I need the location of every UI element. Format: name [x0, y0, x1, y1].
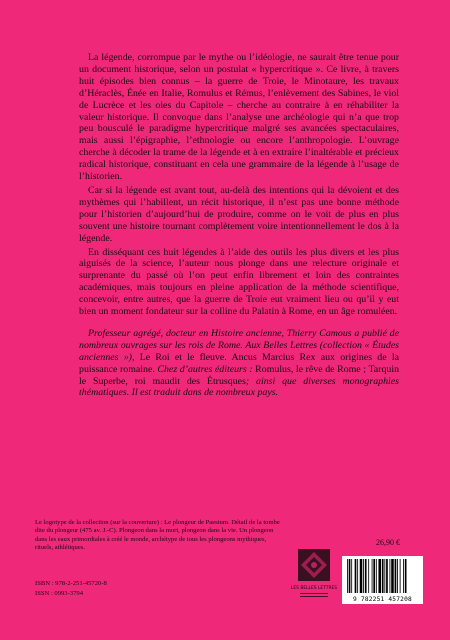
barcode-bar — [382, 559, 384, 593]
barcode-bar — [360, 559, 363, 593]
publisher-logo-text: LES BELLES LETTRES — [290, 586, 338, 591]
summary-paragraph-3: En disséquant ces huit légendes à l’aide des outils les plus divers et les plus aiguisés de la science, l’auteur nous plonge dans une relecture originale et surprenante du passé où l’on peut enfin librement et loin des contraintes académiques, mais toujours en pleine application de la méthode scientifique, concevoir, entre autres, que la guerre de Troie eut vraiment lieu ou qu’il y eut bien un moment fondateur sur la colline du Palatin à Rome, en un âge romuléen. — [79, 246, 399, 318]
publisher-logo-icon — [290, 548, 338, 604]
barcode-bar — [386, 559, 388, 593]
publisher-logo-graphic — [290, 548, 338, 604]
barcode-bar — [357, 559, 358, 593]
price: 26,90 € — [376, 538, 400, 547]
barcode-bar — [372, 559, 373, 593]
barcode-bar — [351, 559, 352, 593]
barcode-bar — [363, 559, 364, 593]
barcode-bar — [376, 559, 377, 593]
isbn: ISBN : 978-2-251-45720-8 — [35, 580, 107, 587]
barcode-bar — [347, 559, 348, 593]
barcode-bar — [349, 559, 351, 593]
barcode-bar — [397, 559, 398, 593]
barcode-bar — [355, 559, 357, 593]
barcode-bar — [365, 559, 367, 593]
author-bio — [79, 328, 399, 399]
barcode-bar — [403, 559, 404, 593]
barcode-bar — [405, 559, 407, 593]
barcode-bar — [373, 559, 375, 593]
barcode — [342, 556, 423, 604]
back-cover-text — [79, 52, 399, 409]
summary-paragraph-2: Car si la légende est avant tout, au-delà des intentions qui la dévoient et des mythèmes qui l’habillent, un récit historique, il n’est pas une bonne méthode pour l’historien d’aujourd’hui de produire, comme on le voit de plus en plus souvent une histoire tournant complètement voire intentionnellement le dos à la légende. — [79, 184, 399, 244]
barcode-bar — [400, 559, 401, 593]
barcode-digits: 9 782251 457208 — [353, 596, 412, 603]
barcode-bar — [384, 559, 385, 593]
barcode-bar — [378, 559, 381, 593]
barcode-bar — [395, 559, 397, 593]
author-bio-title-2: Romulus, le rêve de Rome ; Tarquin le Superbe, roi maudit des Étrusques — [79, 363, 400, 387]
summary-paragraph-1: La légende, corrompue par le mythe ou l’idéologie, ne saurait être tenue pour un document historique, selon un postulat « hypercritique ». Ce livre, à travers huit épisodes bien connus – la guerre de Troie, le Minotaure, les travaux d’Héraclès, Énée en Italie, Romulus et Rémus, l’enlèvement des Sabines, le viol de Lucrèce et les oies du Capitole – cherche au contraire à en réhabiliter la valeur historique. Il convoque dans l’analyse une archéologie qui n’a que trop peu bousculé le paradigme hypercritique malgré ses avancées spectaculaires, mais aussi l’épigraphie, l’ethnologie ou encore l’anthropologie. L’ouvrage cherche à décoder la trame de la légende et à en extraire l’inaltérable et précieux radical historique, constituant en cela une grammaire de la légende à l’usage de l’historien. — [79, 52, 399, 183]
author-bio-intro: Professeur agrégé, docteur en Histoire ancienne, Thierry Camous a publié de nombreux ouvrages sur les rois de Rome. Aux Belles Lettres (collection « Études anciennes »), — [79, 327, 399, 363]
issn: ISSN : 0993-3794 — [35, 590, 83, 597]
barcode-bars — [342, 556, 423, 596]
barcode-bar — [391, 559, 394, 593]
logo-note: Le logotype de la collection (sur la couverture) : Le plongeur de Paestum. Détail de la tombe dite du plongeur (475 av. J.-C). Plongeon dans la mort, plongeon dans la vie. Un plongeon dans les eaux primordiales à créé le monde, archétype de tous les plongeons mythiques, rituels, athlétiques. — [35, 519, 280, 552]
author-bio-outro: ; ainsi que diverses monographies thématiques. Il est traduit dans de nombreux pays. — [79, 375, 399, 399]
author-bio-other-publishers: Chez d’autres éditeurs : — [157, 363, 253, 375]
barcode-bar — [368, 559, 369, 593]
author-bio-title-1: Le Roi et le fleuve. Ancus Marcius Rex aux origines de la puissance romaine. — [79, 351, 399, 375]
barcode-bar — [390, 559, 391, 593]
